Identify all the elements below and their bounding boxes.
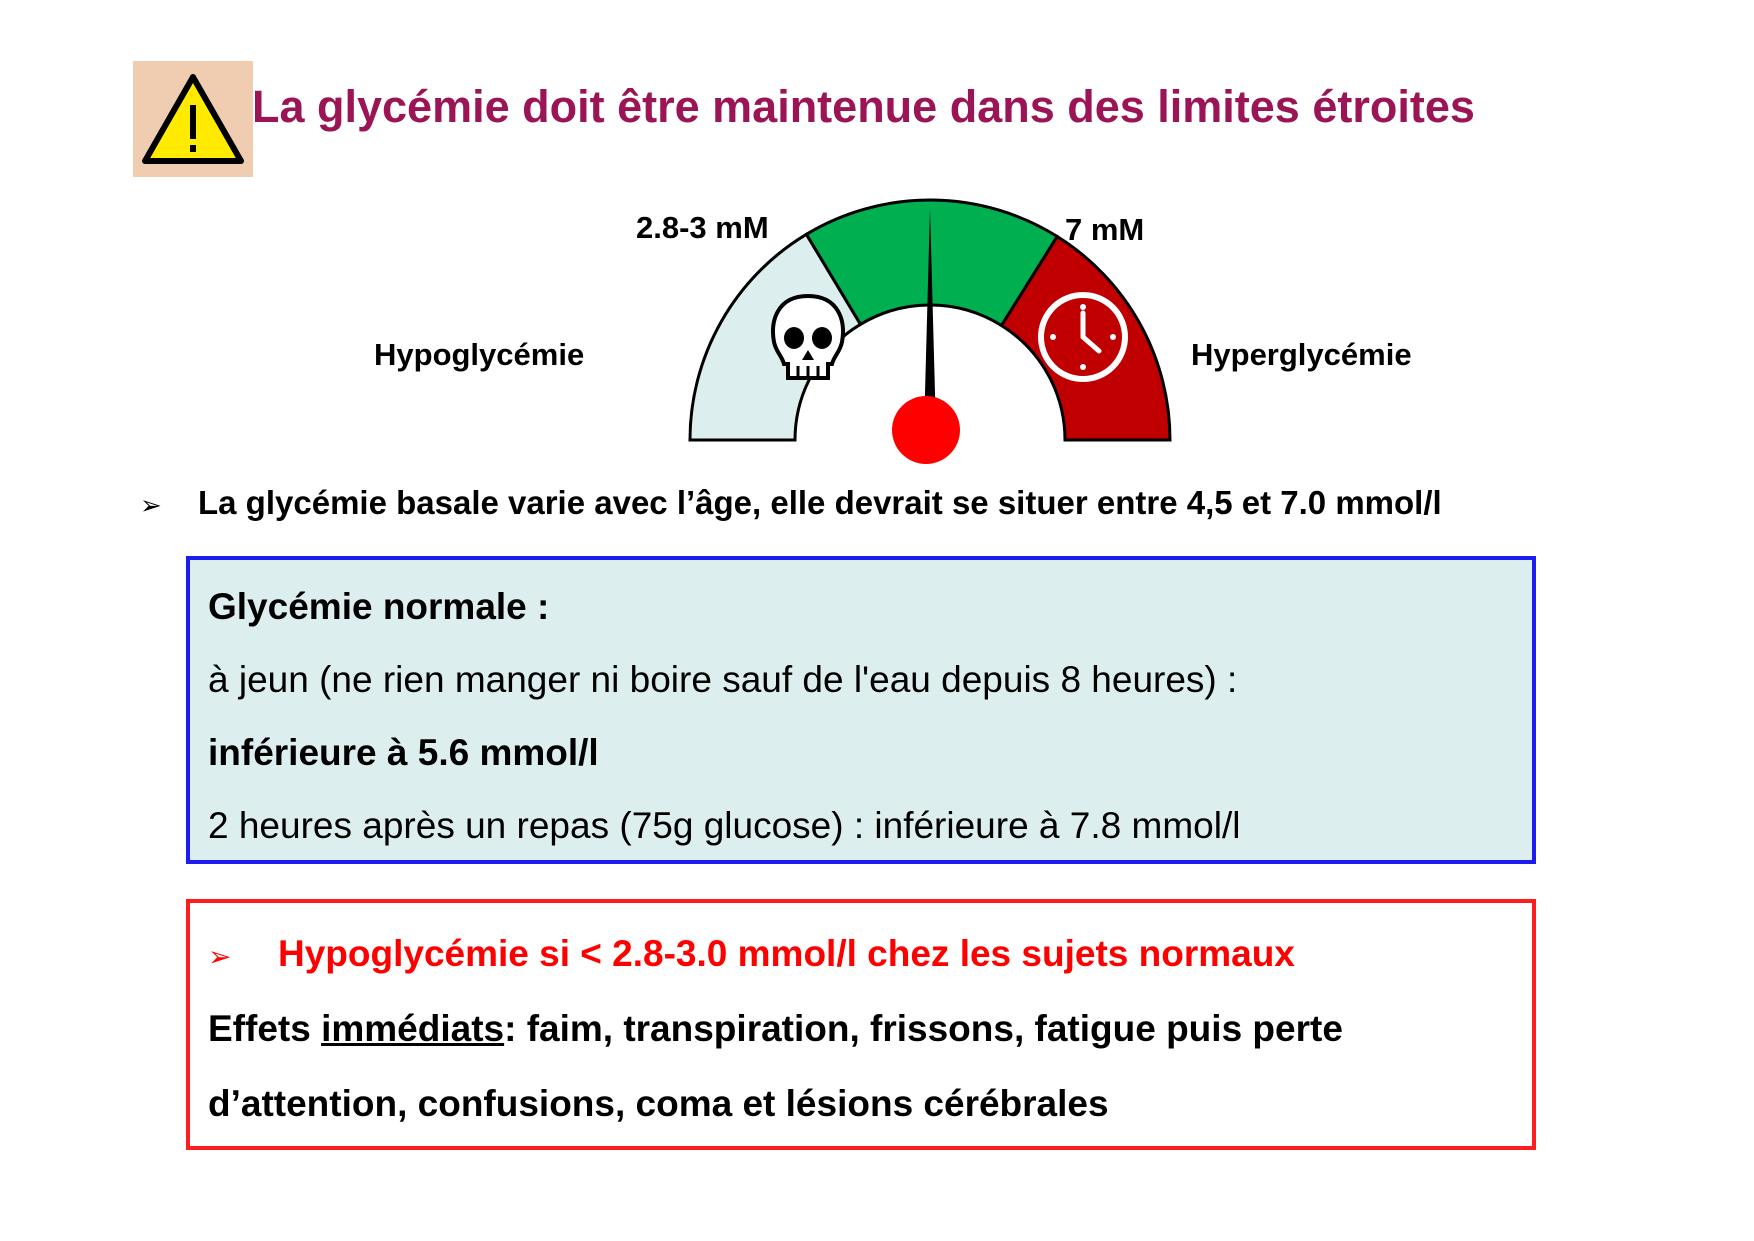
skull-icon bbox=[773, 296, 843, 378]
basal-glycemia-bullet bbox=[140, 486, 1442, 519]
gauge-label-high: 7 mM bbox=[1065, 212, 1145, 247]
hypo-heading bbox=[208, 935, 1532, 972]
fasting-condition: à jeun (ne rien manger ni boire sauf de l'eau depuis 8 heures) : bbox=[208, 659, 1238, 700]
hypo-arrow-icon: ➢ bbox=[208, 941, 232, 972]
gauge-label-hyperglycemia: Hyperglycémie bbox=[1191, 337, 1412, 372]
normal-box-heading: Glycémie normale : bbox=[208, 586, 550, 627]
effects-rest: : faim, transpiration, frissons, fatigue puis perte bbox=[504, 1008, 1343, 1049]
hypoglycemia-box bbox=[186, 899, 1536, 1150]
bullet-text: La glycémie basale varie avec l’âge, elle devrait se situer entre 4,5 et 7.0 mmol/l bbox=[198, 484, 1442, 521]
gauge-pivot bbox=[892, 396, 960, 464]
gauge-label-low: 2.8-3 mM bbox=[636, 210, 769, 245]
effects-underlined: immédiats bbox=[321, 1008, 505, 1049]
effects-line-1 bbox=[208, 1010, 1532, 1047]
warning-icon bbox=[133, 61, 253, 177]
warning-icon-box bbox=[133, 61, 253, 177]
normal-glycemia-box bbox=[186, 556, 1536, 864]
after-meal-value: 2 heures après un repas (75g glucose) : inférieure à 7.8 mmol/l bbox=[208, 805, 1241, 846]
page-title: La glycémie doit être maintenue dans des limites étroites bbox=[252, 81, 1475, 132]
clock-icon bbox=[1041, 295, 1125, 379]
bullet-arrow-icon: ➢ bbox=[140, 490, 162, 520]
effects-line-2: d’attention, confusions, coma et lésions cérébrales bbox=[208, 1083, 1109, 1124]
gauge-label-hypoglycemia: Hypoglycémie bbox=[374, 337, 585, 372]
effects-prefix: Effets bbox=[208, 1008, 322, 1049]
fasting-value: inférieure à 5.6 mmol/l bbox=[208, 732, 599, 773]
hypo-heading-text: Hypoglycémie si < 2.8-3.0 mmol/l chez les sujets normaux bbox=[278, 933, 1295, 974]
